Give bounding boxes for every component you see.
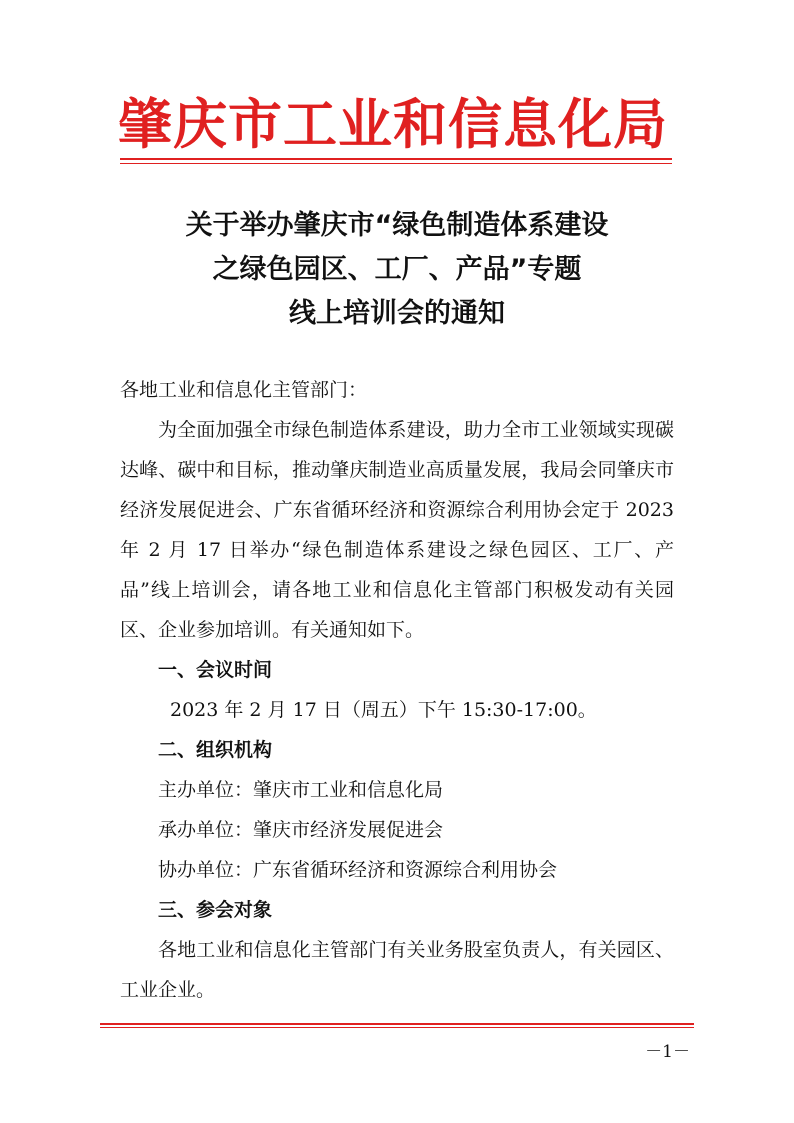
title-line-1: 关于举办肇庆市“绿色制造体系建设 <box>185 210 609 241</box>
organizer-line: 主办单位：肇庆市工业和信息化局 <box>158 779 444 801</box>
header-red-rule-thin <box>120 163 672 164</box>
title-line-3: 线上培训会的通知 <box>289 298 505 329</box>
header-red-rule <box>120 158 672 160</box>
co-organizer-line: 协办单位：广东省循环经济和资源综合利用协会 <box>158 859 558 881</box>
document-body <box>120 370 674 1010</box>
section-heading-participants: 三、参会对象 <box>158 899 273 921</box>
section-heading-organizers: 二、组织机构 <box>158 739 273 761</box>
participants-text: 各地工业和信息化主管部门有关业务股室负责人，有关园区、工业企业。 <box>120 939 674 1001</box>
document-title <box>120 204 674 336</box>
undertaker-line: 承办单位：肇庆市经济发展促进会 <box>158 819 444 841</box>
issuing-organization-header: 肇庆市工业和信息化局 <box>118 92 668 156</box>
section-heading-meeting-time: 一、会议时间 <box>158 659 273 681</box>
footer-red-rule-thin <box>100 1027 694 1028</box>
intro-paragraph: 为全面加强全市绿色制造体系建设，助力全市工业领域实现碳达峰、碳中和目标，推动肇庆制造业高质量发展，我局会同肇庆市经济发展促进会、广东省循环经济和资源综合利用协会定于 2023 年 2 月 17 日举办“绿色制造体系建设之绿色园区、工厂、产品”线上培训会，请各地工业和信息化主管部门积极发动有关园区、企业参加培训。有关通知如下。 <box>120 419 674 641</box>
salutation: 各地工业和信息化主管部门： <box>120 379 368 401</box>
page-number: －1－ <box>645 1042 690 1062</box>
meeting-time-text: 2023 年 2 月 17 日（周五）下午 15:30-17:00。 <box>170 699 597 721</box>
title-line-2: 之绿色园区、工厂、产品”专题 <box>212 254 582 285</box>
footer-red-rule <box>100 1023 694 1025</box>
